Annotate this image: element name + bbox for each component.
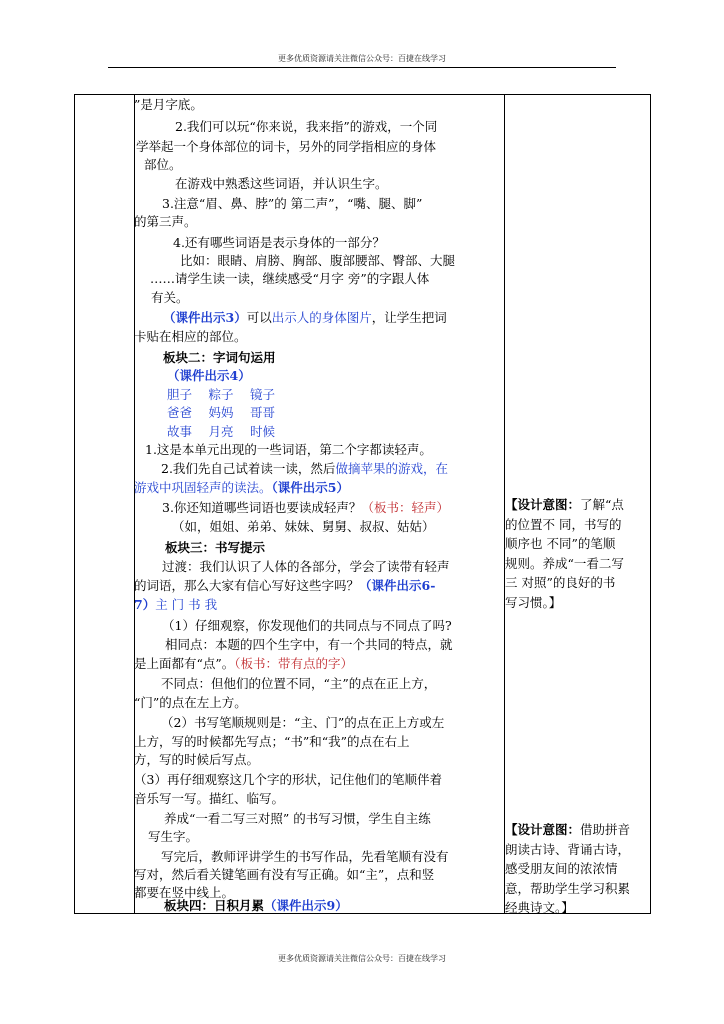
content-line <box>151 290 189 306</box>
text-run: 比如：眼睛、肩膀、胸部、腹部腰部、臀部、大腿 <box>180 253 456 268</box>
text-run: 7） <box>134 597 156 612</box>
content-line <box>134 791 284 807</box>
text-run: 借助拼音 <box>580 822 631 837</box>
text-run: 出示人的身体图片 <box>271 310 372 325</box>
text-run: 1.这是本单元出现的一些词语，第二个字都读轻声。 <box>145 442 432 457</box>
text-run: 三 对照”的良好的书 <box>505 575 616 590</box>
text-run: 2.我们先自己试着读一读，然后 <box>161 461 336 476</box>
content-line <box>134 695 247 711</box>
content-line <box>134 329 247 345</box>
text-run: 朗读古诗、背诵古诗， <box>505 841 631 857</box>
content-line <box>161 461 448 477</box>
text-run: 胆子 粽子 镜子 <box>167 387 275 402</box>
text-run: 有关。 <box>151 290 189 305</box>
text-run: （课件出示3） <box>163 310 247 325</box>
text-run: 的词语，那么大家有信心写好这些字吗？ <box>134 578 360 593</box>
text-run: 上方，写的时候都先写点；“书”和“我”的点在右上 <box>134 734 410 749</box>
content-line <box>134 734 410 750</box>
text-run: 游戏中巩固轻声的读法。 <box>134 480 272 495</box>
text-run: 养成“一看二写三对照” 的书写习惯，学生自主练 <box>164 811 431 826</box>
text-run: 了解“点 <box>580 497 624 512</box>
design-intent-line <box>505 595 561 611</box>
text-run: 方，写的时候后写点。 <box>134 752 260 767</box>
text-run: 音乐写一写。描红、临写。 <box>134 791 285 806</box>
content-line <box>165 540 265 556</box>
text-run: （1）仔细观察，你发现他们的共同点与不同点了吗? <box>162 618 452 633</box>
text-run: 规则。养成“一看二写 <box>505 555 624 571</box>
text-run: 写完后，教师评讲学生的书写作品，先看笔顺有没有 <box>161 849 449 864</box>
page-footer: 更多优质资源请关注微信公众号：百捷在线学习 <box>278 954 446 963</box>
content-line <box>165 637 453 653</box>
text-run: 【设计意图： <box>505 497 581 512</box>
text-run: （板书：轻声） <box>361 500 449 515</box>
content-line <box>172 519 435 535</box>
content-line <box>173 235 385 251</box>
text-run: 【设计意图： <box>505 822 581 837</box>
text-run: 部位。 <box>144 157 182 172</box>
text-run: （如，姐姐、弟弟、妹妹、舅舅、叔叔、姑姑） <box>172 519 435 534</box>
content-line <box>134 214 197 230</box>
text-run: 板块四：日积月累 <box>164 898 265 913</box>
content-line <box>180 253 455 269</box>
content-line <box>164 898 348 914</box>
design-intent-line <box>505 842 630 858</box>
page-header: 更多优质资源请关注微信公众号：百捷在线学习 <box>278 54 446 63</box>
text-run: 学举起一个身体部位的词卡，另外的同学指相应的身体 <box>136 139 437 154</box>
content-line <box>162 500 449 516</box>
content-line <box>134 656 353 672</box>
text-run: 意，帮助学生学习积累 <box>505 880 631 896</box>
text-run: 做摘苹果的游戏，在 <box>335 461 448 476</box>
text-run: 3.注意“眉、鼻、脖”的 第二声”，“嘴、腿、脚” <box>162 196 423 211</box>
text-run: 板块三：书写提示 <box>165 540 266 555</box>
text-run: 在游戏中熟悉这些词语，并认识生字。 <box>175 176 388 191</box>
design-intent-line <box>505 881 630 897</box>
content-line <box>150 271 429 287</box>
text-run: ”是月字底。 <box>134 97 203 112</box>
content-line <box>161 849 449 865</box>
design-intent-line <box>505 861 618 877</box>
content-line <box>162 196 422 212</box>
text-run: 写对，然后看关键笔画有没有写正确。如“主”，点和竖 <box>134 867 435 882</box>
text-run: （课件出示9） <box>264 898 348 913</box>
content-line <box>134 480 349 496</box>
text-run: ，让学生把词 <box>371 310 447 325</box>
design-intent-line <box>505 536 615 552</box>
text-run: 故事 月亮 时候 <box>167 424 275 439</box>
text-run: 相同点：本题的四个生字中，有一个共同的特点，就 <box>165 637 453 652</box>
text-run: 卡贴在相应的部位。 <box>134 329 247 344</box>
content-line <box>175 119 437 135</box>
text-run: （板书：带有点的字） <box>234 656 354 671</box>
design-intent-line <box>505 497 624 513</box>
content-line <box>164 811 431 827</box>
content-line <box>145 442 432 458</box>
content-line <box>134 867 434 883</box>
content-line <box>148 829 198 845</box>
design-intent-line <box>505 517 621 533</box>
text-run: “门”的点在左上方。 <box>134 695 247 710</box>
content-line <box>161 715 444 731</box>
text-run: 经典诗文。】 <box>505 900 574 915</box>
text-run: 板块二：字词句运用 <box>163 350 276 365</box>
text-run: 的第三声。 <box>134 214 197 229</box>
design-intent-line <box>505 822 630 838</box>
text-run: 2.我们可以玩“你来说，我来指”的游戏，一个同 <box>175 119 438 134</box>
text-run: （课件出示4） <box>167 368 251 383</box>
text-run: 爸爸 妈妈 哥哥 <box>167 405 275 420</box>
content-line <box>167 387 275 403</box>
content-line <box>134 578 435 594</box>
text-run: 顺序也 不同”的笔顺 <box>505 536 616 551</box>
text-run: （2）书写笔顺规则是：“主、门”的点在正上方或左 <box>161 715 445 730</box>
content-line <box>162 618 452 634</box>
text-run: 3.你还知道哪些词语也要读成轻声？ <box>162 500 362 515</box>
text-run: 是上面都有“点”。 <box>134 656 235 671</box>
content-line <box>134 97 203 113</box>
content-line <box>163 310 447 326</box>
text-run: 4.还有哪些词语是表示身体的一部分？ <box>173 235 385 250</box>
content-line <box>162 559 450 575</box>
content-line <box>161 676 436 692</box>
text-run: 过渡：我们认识了人体的各部分，学会了读带有轻声 <box>162 559 450 574</box>
design-intent-line <box>505 575 615 591</box>
text-run: 的位置不 同，书写的 <box>505 516 622 532</box>
content-line <box>134 597 217 613</box>
text-run: 不同点：但他们的位置不同，“主”的点在正上方， <box>161 676 437 691</box>
content-line <box>136 139 436 155</box>
text-run: 主 门 书 我 <box>155 597 218 612</box>
text-run: 感受朋友间的浓浓情 <box>505 861 618 876</box>
header-rule <box>108 67 616 68</box>
content-line <box>134 772 442 788</box>
text-run: （课件出示5） <box>271 480 349 495</box>
design-intent-line <box>505 900 574 916</box>
text-run: （课件出示6- <box>359 578 436 593</box>
content-line <box>167 424 275 440</box>
content-line <box>175 176 388 192</box>
content-line <box>163 350 276 366</box>
content-line <box>144 157 182 173</box>
text-run: 写生字。 <box>148 829 199 844</box>
text-run: （3）再仔细观察这几个字的形状，记住他们的笔顺伴着 <box>134 772 442 787</box>
design-intent-line <box>505 556 624 572</box>
content-line <box>134 752 259 768</box>
content-line <box>167 405 275 421</box>
text-run: 都要在竖中线上。 <box>134 885 235 900</box>
content-line <box>167 368 251 384</box>
text-run: 写习惯。】 <box>505 594 562 610</box>
text-run: ……请学生读一读，继续感受“月字 旁”的字跟人体 <box>150 271 430 286</box>
text-run: 可以 <box>246 310 272 325</box>
